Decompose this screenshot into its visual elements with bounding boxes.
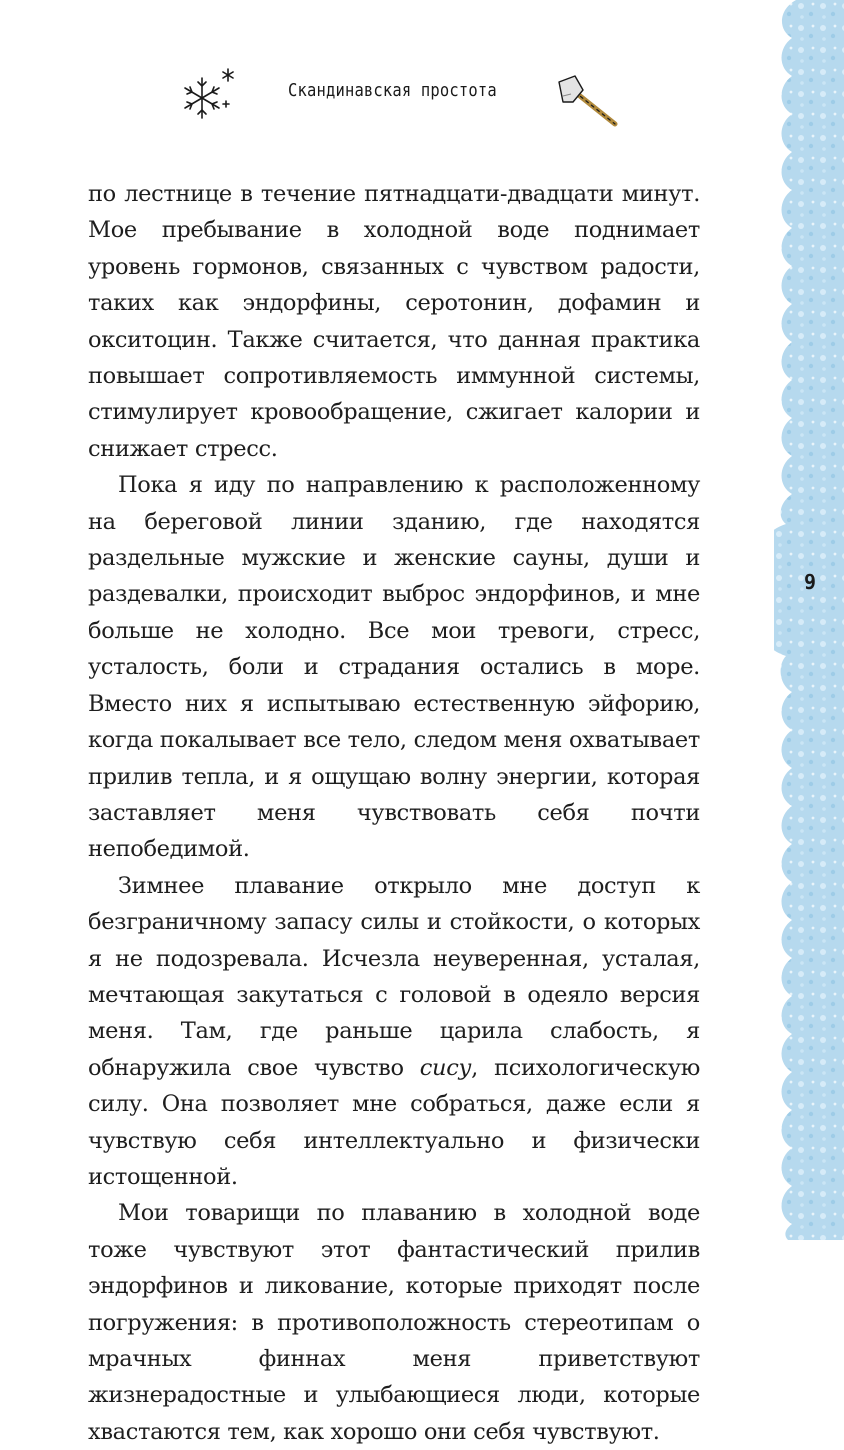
- sisu-term: сису: [419, 1054, 472, 1081]
- paragraph-4: Мои товарищи по плаванию в холодной воде тоже чувствуют этот фантастический прилив эндорфинов и ликование, которые приходят после погружения: в противоположность стереотипам о мрачных финнах меня приветствуют жизнерадостные и улыбающиеся люди, которые хвастаются тем, как хорошо они себя чувствуют.: [88, 1200, 700, 1445]
- paragraph-3-part-2: , психологическую силу. Она позволяет мне собраться, даже если я чувствую себя интеллектуально и физически истощенной.: [88, 1054, 700, 1190]
- page-number: 9: [803, 570, 817, 594]
- decorative-side-strip: [774, 0, 844, 1240]
- paragraph-3: [88, 868, 700, 1196]
- page-body-text: [88, 176, 700, 1450]
- snowflake-icon: [176, 66, 240, 122]
- paragraph-1: по лестнице в течение пятнадцати-двадцати минут. Мое пребывание в холодной воде поднимает уровень гормонов, связанных с чувством радости, таких как эндорфины, серотонин, дофамин и окситоцин. Также считается, что данная практика повышает сопротивляемость иммунной системы, стимулирует кровообращение, сжигает калории и снижает стресс.: [88, 181, 700, 462]
- running-header: [0, 58, 760, 138]
- paragraph-3-part-1: Зимнее плавание открыло мне доступ к безграничному запасу силы и стойкости, о которых я не подозревала. Исчезла неуверенная, усталая, мечтающая закутаться с головой в одеяло версия меня. Там, где раньше царила слабость, я обнаружила свое чувство: [88, 872, 700, 1081]
- paragraph-2: Пока я иду по направлению к расположенному на береговой линии зданию, где находятся раздельные мужские и женские сауны, души и раздевалки, происходит выброс эндорфинов, и мне больше не холодно. Все мои тревоги, стресс, усталость, боли и страдания остались в море. Вместо них я испытываю естественную эйфорию, когда покалывает все тело, следом меня охватывает прилив тепла, и я ощущаю волну энергии, которая заставляет меня чувствовать себя почти непобедимой.: [88, 472, 700, 863]
- axe-icon: [553, 72, 623, 132]
- running-title: Скандинавская простота: [288, 80, 497, 101]
